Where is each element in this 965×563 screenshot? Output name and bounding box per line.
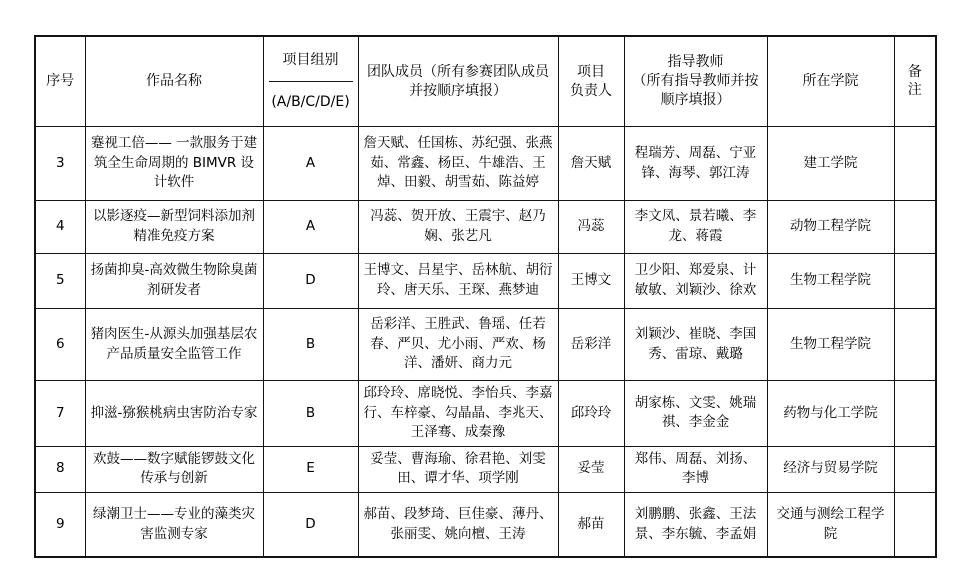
cell-project-group: D [263,254,358,309]
cell-remark [894,446,936,492]
header-project-leader-line1: 项目 [577,63,605,80]
cell-remark [894,492,936,557]
header-advisors [624,36,767,127]
cell-serial-no: 5 [35,254,85,309]
cell-work-title: 蹇视工倍—— 一款服务于建筑全生命周期的 BIMVR 设计软件 [85,127,263,201]
cell-serial-no: 8 [35,446,85,492]
cell-team-members: 邱玲玲、席晓悦、李怡兵、李嘉行、车梓豪、勾晶晶、李兆天、王泽骞、成秦豫 [358,381,558,447]
cell-project-group: E [263,446,358,492]
header-project-group-label: 项目组别 [269,40,353,82]
cell-team-members: 冯蕊、贺开放、王震宇、赵乃娴、张艺凡 [358,201,558,254]
cell-project-leader: 王博文 [558,254,624,309]
header-advisors-line2: （所有指导教师并按顺序填报） [632,73,759,108]
cell-serial-no: 4 [35,201,85,254]
cell-team-members: 郝苗、段梦琦、巨佳豪、薄丹、张丽雯、姚向檀、王涛 [358,492,558,557]
cell-advisors: 胡家栋、文雯、姚瑞祺、李金金 [624,381,767,447]
header-work-title: 作品名称 [85,36,263,127]
cell-college: 交通与测绘工程学院 [767,492,894,557]
cell-serial-no: 3 [35,127,85,201]
table-row [35,381,936,447]
cell-serial-no: 7 [35,381,85,447]
table-row [35,446,936,492]
cell-advisors: 郑伟、周磊、刘扬、李博 [624,446,767,492]
cell-advisors: 程瑞芳、周磊、宁亚锋、海琴、郭江涛 [624,127,767,201]
cell-project-group: B [263,309,358,381]
table-row [35,254,936,309]
cell-team-members: 妥莹、曹海瑜、徐君艳、刘雯田、谭才华、项学刚 [358,446,558,492]
cell-project-leader: 妥莹 [558,446,624,492]
cell-project-group: B [263,381,358,447]
cell-work-title: 猪肉医生-从源头加强基层农产品质量安全监管工作 [85,309,263,381]
cell-remark [894,254,936,309]
cell-remark [894,201,936,254]
header-project-leader [558,36,624,127]
project-roster-table [34,35,937,558]
cell-team-members: 王博文、吕星宇、岳林航、胡衍玲、唐天乐、王琛、燕梦迪 [358,254,558,309]
header-team-members-line2: （所有参赛团队成员并按顺序填报） [409,63,549,99]
cell-college: 药物与化工学院 [767,381,894,447]
cell-remark [894,127,936,201]
cell-project-group: A [263,201,358,254]
cell-college: 生物工程学院 [767,254,894,309]
cell-remark [894,381,936,447]
table-row [35,201,936,254]
cell-project-group: A [263,127,358,201]
cell-project-leader: 岳彩洋 [558,309,624,381]
table-row [35,127,936,201]
cell-team-members: 詹天赋、任国栋、苏纪强、张燕茹、常鑫、杨臣、牛雄浩、王焯、田毅、胡雪茹、陈益婷 [358,127,558,201]
cell-college: 生物工程学院 [767,309,894,381]
header-project-leader-line2: 负责人 [570,82,612,99]
header-remark-label: 备注 [907,63,922,99]
cell-college: 经济与贸易学院 [767,446,894,492]
header-team-members-line1: 团队成员 [367,63,423,80]
table-row [35,492,936,557]
cell-serial-no: 9 [35,492,85,557]
cell-serial-no: 6 [35,309,85,381]
header-college: 所在学院 [767,36,894,127]
cell-project-leader: 邱玲玲 [558,381,624,447]
cell-remark [894,309,936,381]
table-row [35,309,936,381]
cell-project-group: D [263,492,358,557]
header-project-group [263,36,358,127]
cell-advisors: 刘鹏鹏、张鑫、王法景、李东毓、李孟娟 [624,492,767,557]
cell-advisors: 李文凤、景若曦、李龙、蒋霞 [624,201,767,254]
cell-work-title: 扬菌抑臭-高效微生物除臭菌剂研发者 [85,254,263,309]
cell-advisors: 卫少阳、郑爱泉、计敏敏、刘颖沙、徐欢 [624,254,767,309]
cell-work-title: 绿潮卫士——专业的藻类灾害监测专家 [85,492,263,557]
cell-advisors: 刘颖沙、崔晓、李国秀、雷琼、戴璐 [624,309,767,381]
cell-project-leader: 詹天赋 [558,127,624,201]
header-serial-no: 序号 [35,36,85,127]
cell-work-title: 抑滋-猕猴桃病虫害防治专家 [85,381,263,447]
cell-work-title: 以影逐疫—新型饲料添加剂精准免疫方案 [85,201,263,254]
cell-work-title: 欢鼓——数字赋能锣鼓文化传承与创新 [85,446,263,492]
header-project-group-options: (A/B/C/D/E) [271,94,350,111]
cell-project-leader: 郝苗 [558,492,624,557]
header-team-members [358,36,558,127]
cell-college: 建工学院 [767,127,894,201]
cell-college: 动物工程学院 [767,201,894,254]
cell-project-leader: 冯蕊 [558,201,624,254]
table-header-row [35,36,936,127]
cell-team-members: 岳彩洋、王胜武、鲁瑶、任若春、严贝、尤小雨、严欢、杨洋、潘妍、商力元 [358,309,558,381]
header-advisors-line1: 指导教师 [667,54,724,71]
header-remark [894,36,936,127]
